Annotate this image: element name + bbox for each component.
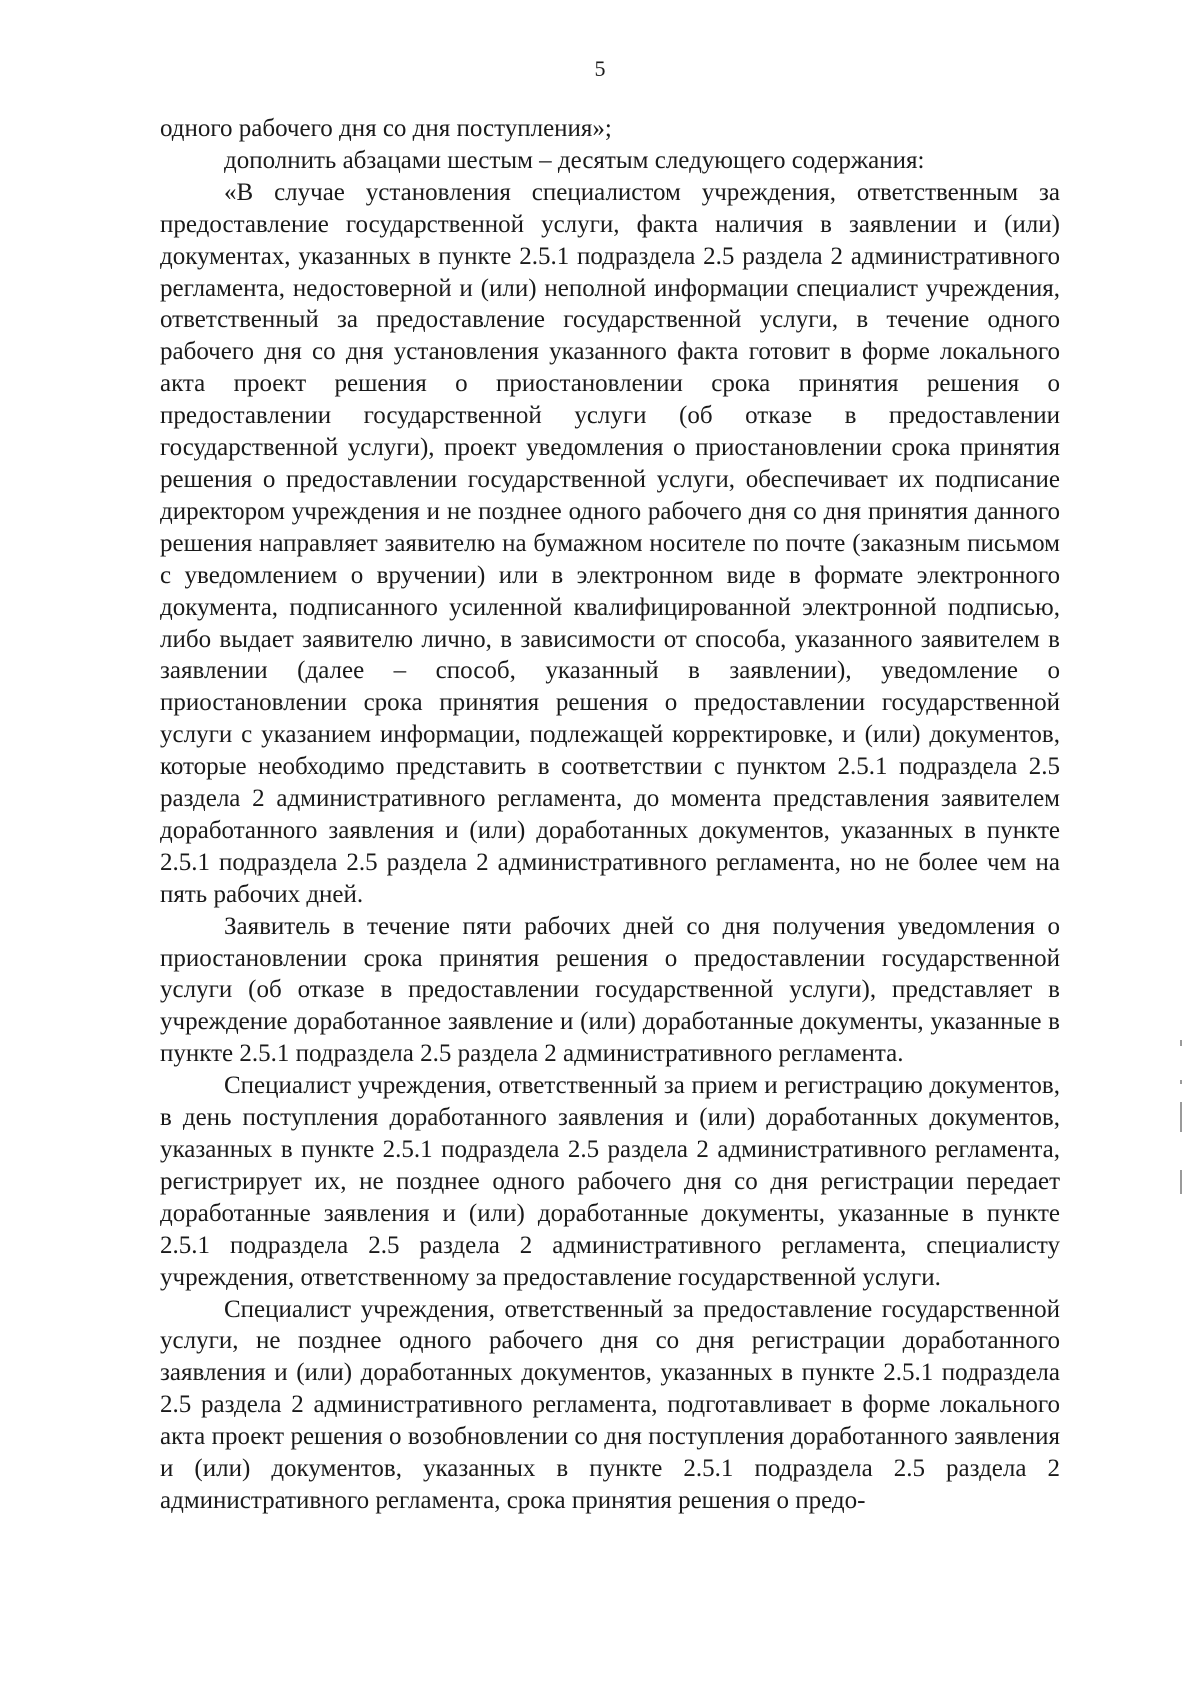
- scan-mark: [1180, 1080, 1182, 1084]
- paragraph-applicant-resubmission: Заявитель в течение пяти рабочих дней со дня получения уведомления о приостановлении срока принятия решения о предоставлении государственной услуги (об отказе в предоставлении государственной услуги), представляет в учреждение доработанное заявление и (или) доработанные документы, указанные в пункте 2.5.1 подраздела 2.5 раздела 2 административного регламента.: [160, 912, 1060, 1068]
- paragraph-continuation: одного рабочего дня со дня поступления»;: [160, 115, 612, 142]
- paragraph-incomplete-info: «В случае установления специалистом учреждения, ответственным за предоставление государственной услуги, факта наличия в заявлении и (или) документах, указанных в пункте 2.5.1 подраздела 2.5 раздела 2 административного регламента, недостоверной и (или) неполной информации специалист учреждения, ответственный за предоставление государственной услуги, в течение одного рабочего дня со дня установления указанного факта готовит в форме локального акта проект решения о приостановлении срока принятия решения о предоставлении государственной услуги (об отказе в предоставлении государственной услуги), проект уведомления о приостановлении срока принятия решения о предоставлении государственной услуги, обеспечивает их подписание директором учреждения и не позднее одного рабочего дня со дня принятия данного решения направляет заявителю на бумажном носителе по почте (заказным письмом с уведомлением о вручении) или в электронном виде в формате электронного документа, подписанного усиленной квалифицированной электронной подписью, либо выдает заявителю лично, в зависимости от способа, указанного заявителем в заявлении (далее – способ, указанный в заявлении), уведомление о приостановлении срока принятия решения о предоставлении государственной услуги с указанием информации, подлежащей корректировке, и (или) документов, которые необходимо представить в соответствии с пунктом 2.5.1 подраздела 2.5 раздела 2 административного регламента, до момента представления заявителем доработанного заявления и (или) доработанных документов, указанных в пункте 2.5.1 подраздела 2.5 раздела 2 административного регламента, но не более чем на пять рабочих дней.: [160, 178, 1060, 908]
- page-number: 5: [594, 56, 606, 81]
- scan-mark: [1180, 1102, 1182, 1132]
- paragraph-resumption: Специалист учреждения, ответственный за предоставление государственной услуги, не позднее одного рабочего дня со дня регистрации доработанного заявления и (или) доработанных документов, указанных в пункте 2.5.1 подраздела 2.5 раздела 2 административного регламента, подготавливает в форме локального акта проект решения о возобновлении со дня поступления доработанного заявления и (или) документов, указанных в пункте 2.5.1 подраздела 2.5 раздела 2 административного регламента, срока принятия решения о предо-: [160, 1295, 1060, 1514]
- paragraph-registration: Специалист учреждения, ответственный за прием и регистрацию документов, в день поступления доработанного заявления и (или) доработанных документов, указанных в пункте 2.5.1 подраздела 2.5 раздела 2 административного регламента, регистрирует их, не позднее одного рабочего дня со дня регистрации передает доработанные заявления и (или) доработанные документы, указанные в пункте 2.5.1 подраздела 2.5 раздела 2 административного регламента, специалисту учреждения, ответственному за предоставление государственной услуги.: [160, 1072, 1060, 1291]
- document-text: [160, 113, 1060, 1517]
- paragraph-amendment-intro: дополнить абзацами шестым – десятым следующего содержания:: [224, 146, 925, 174]
- scan-edge-marks: [1180, 1040, 1182, 1240]
- scan-mark: [1180, 1170, 1182, 1194]
- scan-mark: [1180, 1040, 1182, 1046]
